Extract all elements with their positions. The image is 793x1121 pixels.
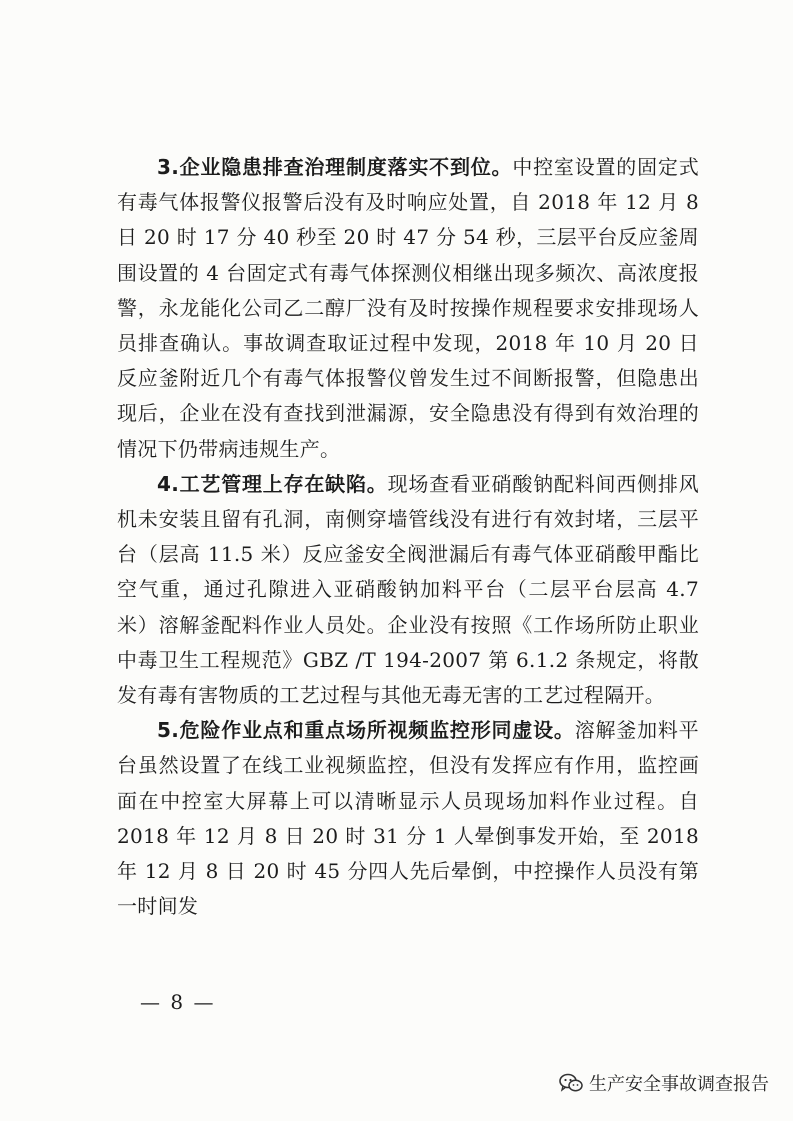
paragraph-4-body: 现场查看亚硝酸钠配料间西侧排风机未安装且留有孔洞，南侧穿墙管线没有进行有效封堵，三层平台（层高 11.5 米）反应釜安全阀泄漏后有毒气体亚硝酸甲酯比空气重，通过孔隙进入亚硝酸钠加料平台（二层平台层高 4.7 米）溶解釜配料作业人员处。企业没有按照《工作场所防止职业中毒卫生工程规范》GBZ /T 194-2007 第 6.1.2 条规定，将散发有毒有害物质的工艺过程与其他无毒无害的工艺过程隔开。 <box>117 471 699 708</box>
document-body <box>117 150 699 924</box>
wechat-icon <box>559 1072 583 1094</box>
paragraph-3 <box>117 150 699 467</box>
paragraph-3-heading: 3.企业隐患排查治理制度落实不到位。 <box>157 155 513 179</box>
paragraph-5 <box>117 713 699 924</box>
paragraph-4-heading: 4.工艺管理上存在缺陷。 <box>157 471 388 496</box>
page-number: — 8 — <box>140 990 216 1014</box>
paragraph-5-heading: 5.危险作业点和重点场所视频监控形同虚设。 <box>157 718 575 743</box>
paragraph-4 <box>117 467 699 713</box>
paragraph-5-body: 溶解釜加料平台虽然设置了在线工业视频监控，但没有发挥应有作用，监控画面在中控室大屏幕上可以清晰显示人员现场加料作业过程。自 2018 年 12 月 8 日 20 时 31 分 1 人晕倒事发开始，至 2018 年 12 月 8 日 20 时 45 分四人先后晕倒，中控操作人员没有第一时间发 <box>117 718 699 919</box>
watermark <box>559 1070 769 1096</box>
watermark-text: 生产安全事故调查报告 <box>589 1074 769 1095</box>
paragraph-3-body: 中控室设置的固定式有毒气体报警仪报警后没有及时响应处置，自 2018 年 12 月 8 日 20 时 17 分 40 秒至 20 时 47 分 54 秒，三层平台反应釜周围设置的 4 台固定式有毒气体探测仪相继出现多频次、高浓度报警，永龙能化公司乙二醇厂没有及时按操作规程要求安排现场人员排查确认。事故调查取证过程中发现，2018 年 10 月 20 日反应釜附近几个有毒气体报警仪曾发生过不间断报警，但隐患出现后，企业在没有查找到泄漏源，安全隐患没有得到有效治理的情况下仍带病违规生产。 <box>117 155 699 461</box>
